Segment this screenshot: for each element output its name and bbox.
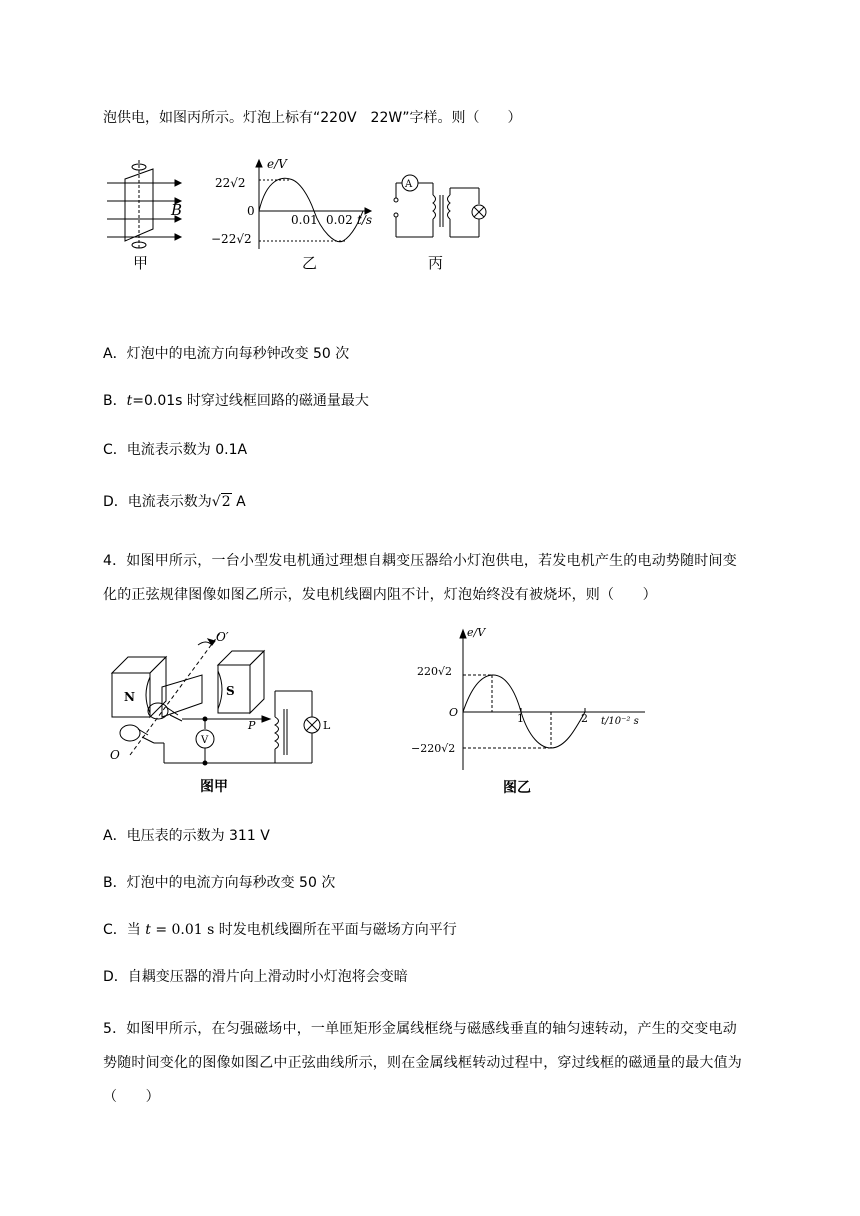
q4-option-a: A．电压表的示数为 311 V (103, 828, 270, 844)
q3-origin: 0 (247, 204, 255, 218)
q3-tick-2: 0.02 (326, 213, 353, 227)
q3-option-d (103, 492, 246, 512)
fig-jia-label: 甲 (133, 254, 149, 272)
q3-fig-jia (107, 160, 181, 250)
q3-option-b-prefix: B． (103, 393, 127, 409)
q4-tick-2: 2 (581, 712, 588, 725)
q4-y-min: −220√2 (411, 742, 456, 755)
q4-option-c-rest: 时发电机线圈所在平面与磁场方向平行 (214, 922, 457, 938)
fig-yi-label: 乙 (302, 254, 318, 272)
q3-tick-1: 0.01 (291, 213, 318, 227)
q4-origin: O (449, 706, 459, 719)
q4-y-max: 220√2 (417, 665, 453, 678)
q4-option-d: D．自耦变压器的滑片向上滑动时小灯泡将会变暗 (103, 969, 408, 985)
q3-option-c: C．电流表示数为 0.1A (103, 442, 248, 458)
sqrt-radicand: 2 (221, 494, 231, 510)
q4-option-c-prefix: C．当 (103, 922, 146, 938)
q4-tick-1: 1 (517, 712, 524, 725)
q4-axis-t: t/10⁻² s (601, 716, 639, 727)
q4-option-b: B．灯泡中的电流方向每秒改变 50 次 (103, 875, 336, 891)
fig-jia-caption: 图甲 (200, 779, 228, 795)
q3-option-a: A．灯泡中的电流方向每秒钟改变 50 次 (103, 346, 350, 362)
q4-axis-e: e/V (467, 626, 486, 639)
q3-option-b-var: t (126, 393, 133, 409)
q4-stem: 4．如图甲所示，一台小型发电机通过理想自耦变压器给小灯泡供电，若发电机产生的电动势随时间变化的正弦规律图像如图乙所示，发电机线圈内阻不计，灯泡始终没有被烧坏，则（ ） (103, 553, 737, 603)
fig-bing-label: 丙 (428, 254, 444, 272)
q3-option-b (103, 391, 369, 411)
intro-text: 泡供电，如图丙所示。灯泡上标有“220V 22W”字样。则（ ） (103, 110, 522, 126)
q3-fig-yi-graph (256, 160, 371, 249)
q5-stem: 5．如图甲所示，在匀强磁场中，一单匝矩形金属线框绕与磁感线垂直的轴匀速转动，产生的交变电动势随时间变化的图像如图乙中正弦曲线所示，则在金属线框转动过程中，穿过线框的磁通量的最大值为（ ） (103, 1021, 742, 1105)
q3-y-min: −22√2 (211, 232, 252, 246)
lamp-l-label: L (323, 719, 331, 732)
ammeter-label: A (405, 179, 413, 190)
q3-option-d-unit: A (236, 494, 246, 510)
fig-yi-caption: 图乙 (503, 780, 531, 796)
slider-p-label: P (248, 719, 256, 732)
q4-option-c-eq: = 0.01 s (150, 922, 215, 938)
q3-option-b-rest: =0.01s 时穿过线框回路的磁通量最大 (132, 393, 369, 409)
q3-figure (95, 155, 515, 280)
q3-y-max: 22√2 (215, 176, 246, 190)
field-b-label: B (171, 201, 183, 219)
axis-o-prime-label: O′ (216, 630, 229, 644)
sqrt-symbol: √2 (211, 494, 231, 510)
q3-axis-e: e/V (267, 157, 287, 171)
q4-option-c-var: t (145, 922, 151, 938)
magnet-n-label: N (124, 690, 135, 704)
magnet-s-label: S (226, 684, 235, 698)
q3-axis-t: t/s (357, 213, 373, 227)
voltmeter-label: V (201, 735, 209, 746)
axis-o-label: O (110, 748, 120, 762)
q4-fig-yi (405, 620, 665, 800)
q4-option-c (103, 920, 457, 940)
q3-option-d-prefix: D．电流表示数为 (103, 494, 212, 510)
q4-fig-jia (100, 625, 340, 800)
